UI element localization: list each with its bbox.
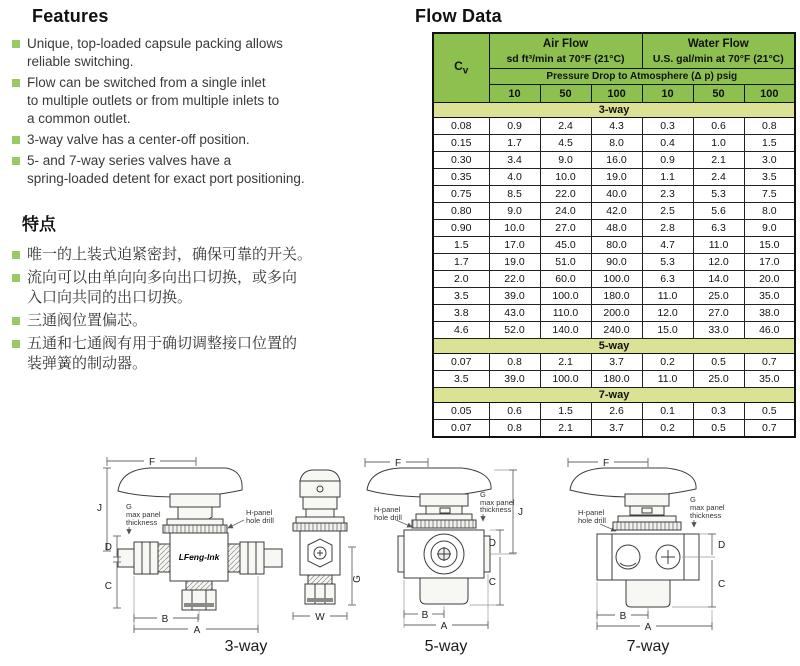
side-nut-markings xyxy=(307,598,333,602)
flow-value: 6.3 xyxy=(693,220,744,237)
side-washer xyxy=(296,517,344,523)
feature-cn-item-line: 入口向共同的出口切换。 xyxy=(27,289,193,306)
feature-item xyxy=(12,131,402,149)
right-gland xyxy=(228,544,240,572)
handle-hub xyxy=(170,494,220,507)
flow-value: 3.5 xyxy=(744,169,795,186)
flow-row xyxy=(433,135,795,152)
flow-row xyxy=(433,420,795,438)
feature-cn-item-line: 五通和七通阀有用于确切调整接口位置的 xyxy=(27,335,298,352)
drop-col-header: 50 xyxy=(693,85,744,103)
svg-text:max panel: max panel xyxy=(126,510,161,519)
flow-value: 140.0 xyxy=(540,322,591,339)
brand-watermark: LFeng-lnk xyxy=(178,552,220,562)
side-knob-top xyxy=(300,470,340,481)
flow-row xyxy=(433,118,795,135)
svg-text:max panel: max panel xyxy=(480,498,515,507)
air-flow-units: sd ft³/min at 70°F (21°C) xyxy=(506,52,625,65)
flow-value: 0.8 xyxy=(744,118,795,135)
flow-value: 1.7 xyxy=(489,135,540,152)
cv-value: 0.07 xyxy=(433,354,489,371)
cv-value: 0.07 xyxy=(433,420,489,438)
dim-label-c: C xyxy=(718,579,726,590)
svg-text:thickness: thickness xyxy=(480,505,512,514)
flow-value: 3.7 xyxy=(591,354,642,371)
g-note: G xyxy=(480,490,486,499)
flow-value: 0.8 xyxy=(489,354,540,371)
flow-value: 0.7 xyxy=(744,354,795,371)
flow-value: 100.0 xyxy=(591,271,642,288)
valve-diagrams xyxy=(0,450,800,661)
dim-label-j: J xyxy=(518,507,523,518)
flow-value: 0.8 xyxy=(489,420,540,438)
flow-row xyxy=(433,305,795,322)
flow-value: 3.7 xyxy=(591,420,642,438)
section-band-label: 5-way xyxy=(433,339,795,354)
dim-label-j: J xyxy=(97,503,102,514)
flow-value: 0.1 xyxy=(642,403,693,420)
flow-value: 0.2 xyxy=(642,354,693,371)
feature-item xyxy=(12,74,402,128)
flow-value: 2.6 xyxy=(591,403,642,420)
dim-label-a: A xyxy=(193,625,201,636)
flow-value: 14.0 xyxy=(693,271,744,288)
feature-cn-item xyxy=(12,311,402,331)
panel-nut xyxy=(613,522,681,530)
cv-value: 3.8 xyxy=(433,305,489,322)
section-band-label: 3-way xyxy=(433,103,795,118)
flow-value: 11.0 xyxy=(642,288,693,305)
flow-value: 11.0 xyxy=(642,371,693,388)
flow-row xyxy=(433,322,795,339)
panel-washer xyxy=(167,519,223,525)
flow-value: 15.0 xyxy=(642,322,693,339)
handle-hub xyxy=(420,494,468,506)
flow-value: 100.0 xyxy=(540,288,591,305)
right-fitting-nut xyxy=(240,542,264,574)
svg-text:hole drill: hole drill xyxy=(246,516,274,525)
left-tube xyxy=(118,549,136,567)
flow-value: 180.0 xyxy=(591,371,642,388)
air-flow-header xyxy=(489,33,642,69)
flow-value: 100.0 xyxy=(540,371,591,388)
flow-table-body xyxy=(433,103,795,438)
dim-label-b: B xyxy=(619,611,627,622)
flow-data-table xyxy=(432,32,796,438)
drop-col-header: 100 xyxy=(591,85,642,103)
flow-value: 90.0 xyxy=(591,254,642,271)
caption-5way: 5-way xyxy=(424,638,468,655)
flow-value: 60.0 xyxy=(540,271,591,288)
flow-value: 16.0 xyxy=(591,152,642,169)
dim-label-g: G xyxy=(352,575,363,583)
cv-value: 3.5 xyxy=(433,371,489,388)
flow-value: 0.9 xyxy=(642,152,693,169)
feature-item-line: to multiple outlets or from multiple inlets to xyxy=(27,93,280,108)
drop-col-header: 10 xyxy=(642,85,693,103)
cv-value: 2.0 xyxy=(433,271,489,288)
flow-value: 4.0 xyxy=(489,169,540,186)
dim-label-a: A xyxy=(644,622,652,633)
features-section xyxy=(12,4,402,377)
drop-col-header: 10 xyxy=(489,85,540,103)
panel-nut xyxy=(163,525,227,533)
valve-handle xyxy=(118,468,242,497)
flow-value: 22.0 xyxy=(540,186,591,203)
flow-value: 46.0 xyxy=(744,322,795,339)
feature-cn-item-line: 三通阀位置偏芯。 xyxy=(27,312,148,329)
svg-text:thickness: thickness xyxy=(690,511,722,520)
flow-value: 25.0 xyxy=(693,371,744,388)
section-band-row xyxy=(433,103,795,118)
flow-value: 5.6 xyxy=(693,203,744,220)
flow-value: 8.5 xyxy=(489,186,540,203)
feature-item xyxy=(12,152,402,188)
flow-value: 12.0 xyxy=(642,305,693,322)
cv-value: 4.6 xyxy=(433,322,489,339)
features-title: Features xyxy=(32,6,109,26)
flow-value: 5.3 xyxy=(642,254,693,271)
feature-cn-item-line: 唯一的上装式迫紧密封，确保可靠的开关。 xyxy=(27,246,313,263)
feature-item-line: spring-loaded detent for exact port positioning. xyxy=(27,171,305,186)
flow-row xyxy=(433,354,795,371)
drop-col-header: 50 xyxy=(540,85,591,103)
dim-label-a: A xyxy=(440,621,448,632)
cv-column-header: $C_v$ xyxy=(433,33,489,103)
flow-value: 40.0 xyxy=(591,186,642,203)
flow-data-title: Flow Data xyxy=(415,6,502,26)
flow-value: 3.0 xyxy=(744,152,795,169)
flow-value: 19.0 xyxy=(591,169,642,186)
water-flow-title: Water Flow xyxy=(687,37,749,50)
feature-item-line: a common outlet. xyxy=(27,111,131,126)
flow-value: 0.4 xyxy=(642,135,693,152)
flow-value: 9.0 xyxy=(540,152,591,169)
diagram-7way xyxy=(568,458,725,655)
dim-label-c: C xyxy=(488,577,496,588)
water-flow-units: U.S. gal/min at 70°F (21°C) xyxy=(652,52,784,65)
flow-value: 200.0 xyxy=(591,305,642,322)
dim-label-c: C xyxy=(104,581,112,592)
flow-value: 0.3 xyxy=(642,118,693,135)
flow-value: 80.0 xyxy=(591,237,642,254)
cv-value: 0.05 xyxy=(433,403,489,420)
flow-value: 43.0 xyxy=(489,305,540,322)
flow-value: 4.5 xyxy=(540,135,591,152)
diagram-5way xyxy=(293,458,523,655)
feature-cn-item xyxy=(12,245,402,265)
cv-value: 0.80 xyxy=(433,203,489,220)
flow-value: 2.1 xyxy=(540,420,591,438)
flow-value: 4.3 xyxy=(591,118,642,135)
flow-value: 1.5 xyxy=(540,403,591,420)
flow-value: 11.0 xyxy=(693,237,744,254)
flow-value: 27.0 xyxy=(540,220,591,237)
flow-value: 10.0 xyxy=(540,169,591,186)
flow-value: 0.3 xyxy=(693,403,744,420)
dim-label-f: F xyxy=(602,458,610,469)
svg-text:max panel: max panel xyxy=(690,503,725,512)
svg-text:hole drill: hole drill xyxy=(374,513,402,522)
left-fitting-nut xyxy=(134,542,158,574)
body-left-tab xyxy=(398,536,404,572)
handle-hub xyxy=(625,494,669,506)
feature-cn-item xyxy=(12,334,402,374)
side-knob xyxy=(300,481,340,497)
flow-value: 42.0 xyxy=(591,203,642,220)
side-stem-2 xyxy=(306,509,334,517)
flow-value: 8.0 xyxy=(591,135,642,152)
caption-7way: 7-way xyxy=(626,638,670,655)
flow-value: 12.0 xyxy=(693,254,744,271)
flow-row xyxy=(433,254,795,271)
feature-item-line: 5- and 7-way series valves have a xyxy=(27,153,232,168)
flow-row xyxy=(433,152,795,169)
dim-label-w: W xyxy=(315,612,325,623)
h-note: H-panel xyxy=(374,505,401,514)
cv-value: 1.5 xyxy=(433,237,489,254)
flow-value: 0.5 xyxy=(693,420,744,438)
flow-value: 20.0 xyxy=(744,271,795,288)
pressure-drop-header: Pressure Drop to Atmosphere (Δ p) psig xyxy=(489,69,795,85)
flow-value: 15.0 xyxy=(744,237,795,254)
feature-item-line: 3-way valve has a center-off position. xyxy=(27,132,250,147)
feature-item-line: reliable switching. xyxy=(27,54,134,69)
flow-value: 22.0 xyxy=(489,271,540,288)
features-cn-title: 特点 xyxy=(22,215,56,234)
flow-value: 4.7 xyxy=(642,237,693,254)
flow-value: 25.0 xyxy=(693,288,744,305)
section-band-row xyxy=(433,388,795,403)
cv-value: 0.15 xyxy=(433,135,489,152)
flow-row xyxy=(433,186,795,203)
flow-value: 110.0 xyxy=(540,305,591,322)
flow-value: 24.0 xyxy=(540,203,591,220)
flow-value: 38.0 xyxy=(744,305,795,322)
cv-value: 0.08 xyxy=(433,118,489,135)
flow-value: 17.0 xyxy=(489,237,540,254)
flow-value: 0.6 xyxy=(489,403,540,420)
flow-value: 1.5 xyxy=(744,135,795,152)
valve-diagrams-svg xyxy=(0,450,800,661)
bottom-gland xyxy=(186,581,212,590)
bottom-block xyxy=(420,578,468,604)
drop-col-header: 100 xyxy=(744,85,795,103)
h-note: H-panel xyxy=(246,508,273,517)
section-band-label: 7-way xyxy=(433,388,795,403)
cv-value: 0.35 xyxy=(433,169,489,186)
flow-data-section xyxy=(415,4,795,438)
valve-handle xyxy=(367,468,491,497)
features-list xyxy=(12,35,402,188)
flow-value: 35.0 xyxy=(744,371,795,388)
flow-value: 3.4 xyxy=(489,152,540,169)
section-band-row xyxy=(433,339,795,354)
flow-value: 19.0 xyxy=(489,254,540,271)
side-stem-1 xyxy=(303,497,337,509)
flow-value: 1.0 xyxy=(693,135,744,152)
cv-value: 0.75 xyxy=(433,186,489,203)
flow-value: 52.0 xyxy=(489,322,540,339)
panel-nut xyxy=(412,520,476,528)
feature-cn-item xyxy=(12,268,402,308)
flow-value: 2.3 xyxy=(642,186,693,203)
cv-value: 1.7 xyxy=(433,254,489,271)
flow-value: 0.5 xyxy=(693,354,744,371)
bottom-nut-markings xyxy=(184,603,214,607)
flow-value: 17.0 xyxy=(744,254,795,271)
flow-value: 2.1 xyxy=(540,354,591,371)
flow-row xyxy=(433,271,795,288)
flow-value: 1.1 xyxy=(642,169,693,186)
flow-value: 8.0 xyxy=(744,203,795,220)
flow-value: 180.0 xyxy=(591,288,642,305)
flow-value: 2.4 xyxy=(540,118,591,135)
dim-label-f: F xyxy=(394,458,402,469)
flow-value: 39.0 xyxy=(489,371,540,388)
flow-value: 9.0 xyxy=(489,203,540,220)
water-flow-header xyxy=(642,33,795,69)
flow-value: 240.0 xyxy=(591,322,642,339)
dim-label-b: B xyxy=(161,614,169,625)
flow-value: 9.0 xyxy=(744,220,795,237)
cv-value: 0.30 xyxy=(433,152,489,169)
flow-value: 2.5 xyxy=(642,203,693,220)
dim-label-d: D xyxy=(488,538,496,549)
flow-value: 48.0 xyxy=(591,220,642,237)
flow-value: 27.0 xyxy=(693,305,744,322)
flow-value: 7.5 xyxy=(744,186,795,203)
right-tube xyxy=(264,549,282,567)
dim-label-d: D xyxy=(104,542,112,553)
flow-row xyxy=(433,288,795,305)
flow-value: 0.5 xyxy=(744,403,795,420)
cv-value: 0.90 xyxy=(433,220,489,237)
g-note: G xyxy=(690,495,696,504)
dim-label-f: F xyxy=(148,457,156,468)
side-panel-nut xyxy=(293,523,347,531)
valve-handle xyxy=(570,468,696,497)
table-header-row-1 xyxy=(433,33,795,69)
air-flow-title: Air Flow xyxy=(542,37,589,50)
flow-row xyxy=(433,220,795,237)
g-note: G xyxy=(126,502,132,511)
bottom-block xyxy=(626,580,670,607)
flow-value: 2.1 xyxy=(693,152,744,169)
feature-item xyxy=(12,35,402,71)
feature-cn-item-line: 流向可以由单向向多向出口切换，或多向 xyxy=(27,269,298,286)
diagram-3way xyxy=(97,457,282,655)
flow-value: 0.2 xyxy=(642,420,693,438)
flow-value: 0.7 xyxy=(744,420,795,438)
valve-stem xyxy=(178,507,212,520)
features-cn-list xyxy=(12,245,402,374)
flow-value: 35.0 xyxy=(744,288,795,305)
svg-text:hole drill: hole drill xyxy=(578,516,606,525)
flow-value: 39.0 xyxy=(489,288,540,305)
dim-label-b: B xyxy=(421,610,429,621)
panel-washer xyxy=(618,516,676,522)
feature-cn-item-line: 装弹簧的制动器。 xyxy=(27,355,148,372)
left-gland xyxy=(158,544,170,572)
feature-item-line: Unique, top-loaded capsule packing allows xyxy=(27,36,283,51)
svg-text:thickness: thickness xyxy=(126,518,158,527)
flow-row xyxy=(433,203,795,220)
flow-row xyxy=(433,371,795,388)
flow-row xyxy=(433,237,795,254)
flow-value: 10.0 xyxy=(489,220,540,237)
h-note: H-panel xyxy=(578,508,605,517)
flow-value: 51.0 xyxy=(540,254,591,271)
feature-item-line: Flow can be switched from a single inlet xyxy=(27,75,266,90)
dim-label-d: D xyxy=(718,540,726,551)
flow-value: 33.0 xyxy=(693,322,744,339)
valve-stem xyxy=(630,506,664,515)
flow-value: 45.0 xyxy=(540,237,591,254)
caption-3way: 3-way xyxy=(224,638,268,655)
flow-value: 6.3 xyxy=(642,271,693,288)
panel-washer xyxy=(416,514,472,520)
flow-row xyxy=(433,403,795,420)
cv-value: 3.5 xyxy=(433,288,489,305)
flow-value: 2.8 xyxy=(642,220,693,237)
flow-value: 2.4 xyxy=(693,169,744,186)
side-gland xyxy=(308,575,332,584)
flow-value: 5.3 xyxy=(693,186,744,203)
flow-row xyxy=(433,169,795,186)
flow-value: 0.9 xyxy=(489,118,540,135)
flow-value: 0.6 xyxy=(693,118,744,135)
